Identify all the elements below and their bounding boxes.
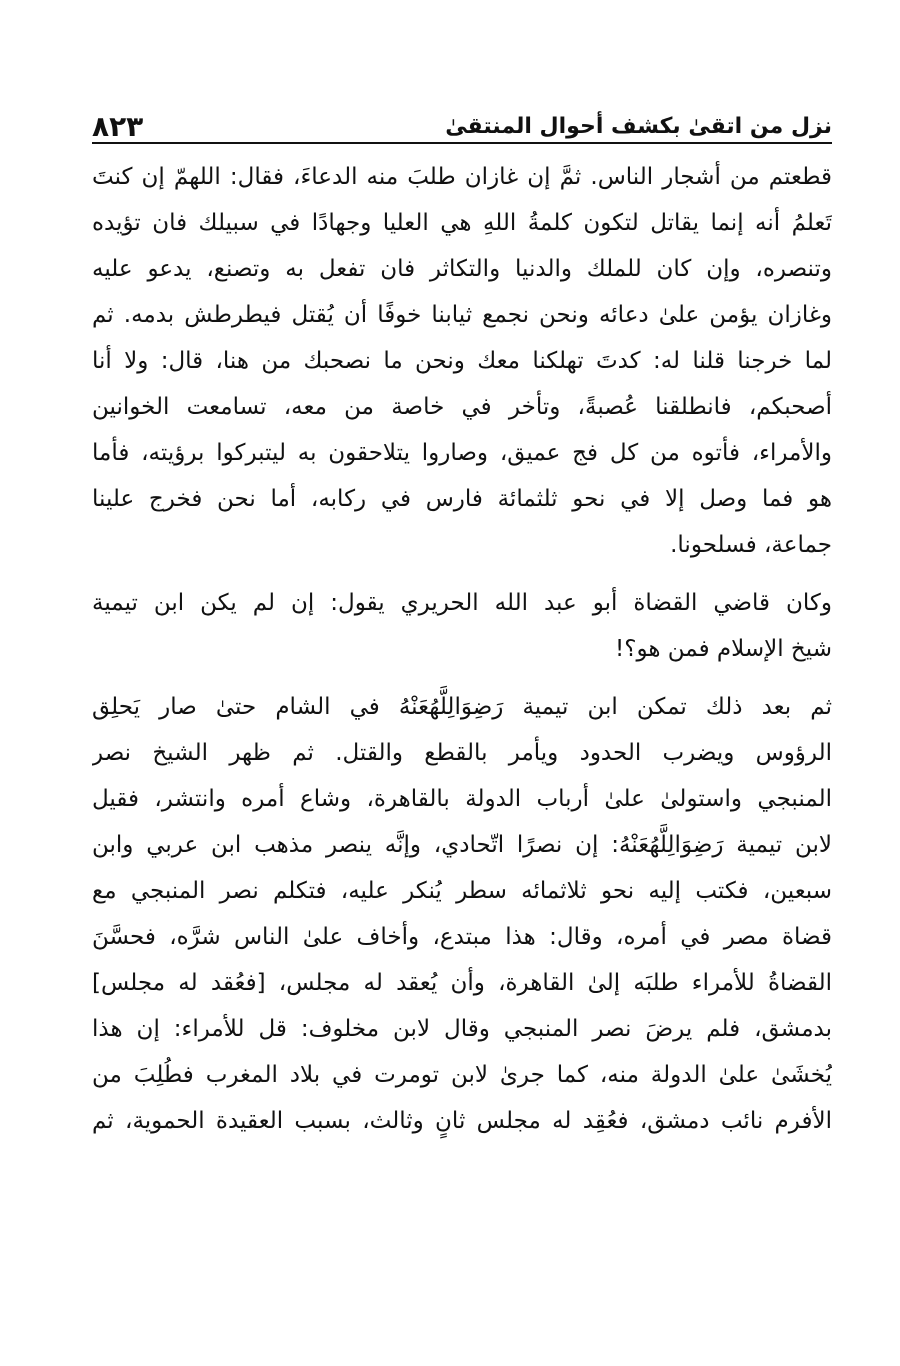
running-header [92,96,832,146]
paragraph-spacer [92,672,832,684]
paragraph-1 [92,154,832,568]
text-line: سبعين، فكتب إليه نحو ثلاثمائه سطر يُنكر عليه، فتكلم نصر المنبجي مع [92,878,832,904]
text-line: لما خرجنا قلنا له: كدتَ تهلكنا معك ونحن ما نصحبك من هنا، قال: ولا أنا [92,348,832,374]
text-line: هو فما وصل إلا في نحو ثلثمائة فارس في ركابه، أما نحن فخرج علينا [92,486,832,512]
page-number: ٨٢٣ [92,110,144,143]
text-line: بدمشق، فلم يرضَ نصر المنبجي وقال لابن مخلوف: قل للأمراء: إن هذا [92,1016,832,1042]
text-line: وغازان يؤمن علىٰ دعائه ونحن نجمع ثيابنا خوفًا أن يُقتل فيطرطش بدمه. ثم [92,302,832,328]
book-page [92,96,832,1346]
page-body [92,154,832,1144]
text-line: المنبجي واستولىٰ علىٰ أرباب الدولة بالقاهرة، وشاع أمره وانتشر، فقيل [92,786,832,812]
text-line: جماعة، فسلحونا. [670,532,832,558]
text-line: وتنصره، وإن كان للملك والدنيا والتكاثر فان تفعل به وتصنع، يدعو عليه [92,256,832,282]
paragraph-3 [92,684,832,1144]
text-line: والأمراء، فأتوه من كل فج عميق، وصاروا يتلاحقون به ليتبركوا برؤيته، فأما [92,440,832,466]
text-line: الرؤوس ويضرب الحدود ويأمر بالقطع والقتل. ثم ظهر الشيخ نصر [92,740,832,766]
text-line: الأفرم نائب دمشق، فعُقِد له مجلس ثانٍ وثالث، بسبب العقيدة الحموية، ثم [92,1108,832,1134]
text-line: قطعتم من أشجار الناس. ثمَّ إن غازان طلبَ منه الدعاءَ، فقال: اللهمّ إن كنتَ [92,164,832,190]
text-line: لابن تيمية رَضِوَالِلَّهُعَنْهُ: إن نصرًا اتّحادي، وإنَّه ينصر مذهب ابن عربي وابن [92,832,832,858]
text-line: شيخ الإسلام فمن هو؟! [615,636,832,662]
text-line: قضاة مصر في أمره، وقال: هذا مبتدع، وأخاف علىٰ الناس شرَّه، فحسَّنَ [92,924,832,950]
text-line: وكان قاضي القضاة أبو عبد الله الحريري يقول: إن لم يكن ابن تيمية [92,590,832,616]
text-line: يُخشَىٰ علىٰ الدولة منه، كما جرىٰ لابن تومرت في بلاد المغرب فطُلِبَ من [92,1062,832,1088]
text-line: تَعلمُ أنه إنما يقاتل لتكون كلمةُ اللهِ هي العليا وجهادًا في سبيلك فان تؤيده [92,210,832,236]
text-line: ثم بعد ذلك تمكن ابن تيمية رَضِوَالِلَّهُعَنْهُ في الشام حتىٰ صار يَحلِق [92,694,832,720]
text-line: القضاةُ للأمراء طلبَه إلىٰ القاهرة، وأن يُعقد له مجلس، [فعُقد له مجلس] [92,970,832,996]
paragraph-spacer [92,568,832,580]
header-rule [92,142,832,144]
paragraph-2 [92,580,832,672]
running-title: نزل من اتقىٰ بكشف أحوال المنتقىٰ [445,114,832,139]
text-line: أصحبكم، فانطلقنا عُصبةً، وتأخر في خاصة من معه، تسامعت الخوانين [92,394,832,420]
